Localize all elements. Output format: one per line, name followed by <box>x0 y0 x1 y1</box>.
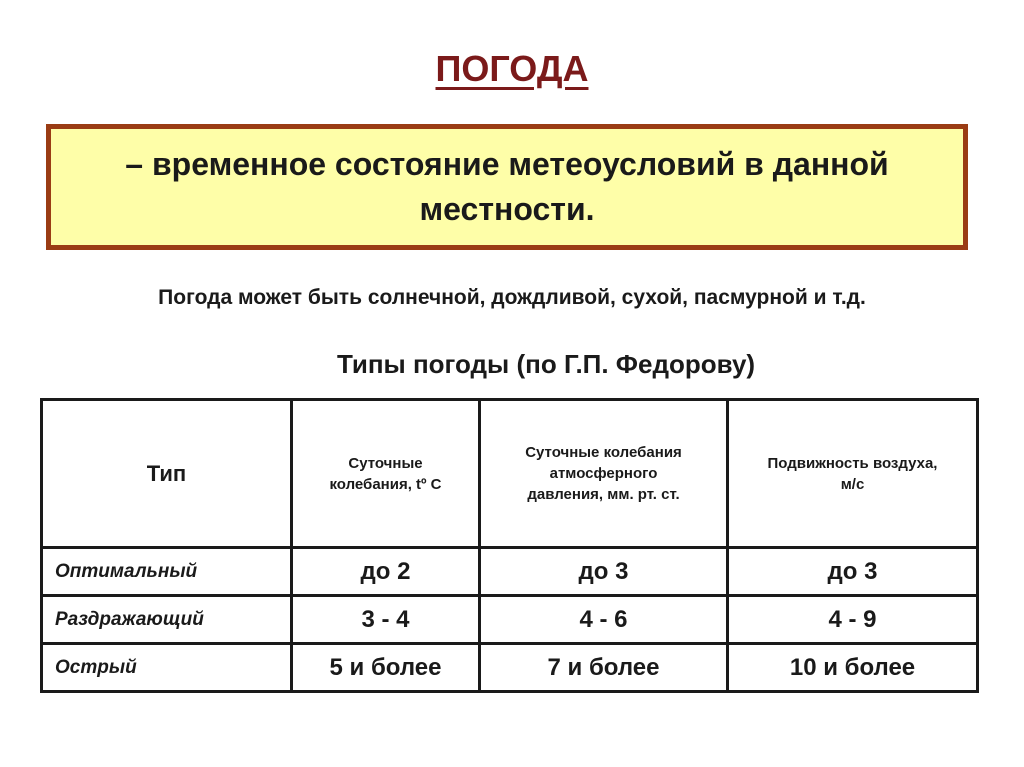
row-type: Раздражающий <box>42 596 292 644</box>
row-wind: 4 - 9 <box>728 596 978 644</box>
weather-types-table <box>40 398 979 693</box>
row-pressure: 4 - 6 <box>480 596 728 644</box>
header-wind-label: Подвижность воздуха, м/с <box>767 454 938 493</box>
row-temp: 5 и более <box>292 644 480 692</box>
header-temp-label: Суточные колебания, tº С <box>329 454 442 493</box>
header-pressure-label: Суточные колебания атмосферного давления, мм. рт. ст. <box>525 444 682 503</box>
row-type: Оптимальный <box>42 548 292 596</box>
definition-text: – временное состояние метеоусловий в данной местности. <box>125 146 889 227</box>
subtitle: Погода может быть солнечной, дождливой, сухой, пасмурной и т.д. <box>158 286 866 309</box>
table-row <box>42 644 978 692</box>
header-temp <box>292 400 480 548</box>
row-pressure: 7 и более <box>480 644 728 692</box>
row-wind: 10 и более <box>728 644 978 692</box>
header-type: Тип <box>42 400 292 548</box>
table-row <box>42 548 978 596</box>
row-type: Острый <box>42 644 292 692</box>
table-row <box>42 596 978 644</box>
row-wind: до 3 <box>728 548 978 596</box>
header-pressure <box>480 400 728 548</box>
page-title: ПОГОДА <box>435 48 589 89</box>
header-wind <box>728 400 978 548</box>
row-pressure: до 3 <box>480 548 728 596</box>
definition-box <box>46 124 968 250</box>
row-temp: до 2 <box>292 548 480 596</box>
table-header-row <box>42 400 978 548</box>
row-temp: 3 - 4 <box>292 596 480 644</box>
table-caption: Типы погоды (по Г.П. Федорову) <box>336 349 756 379</box>
